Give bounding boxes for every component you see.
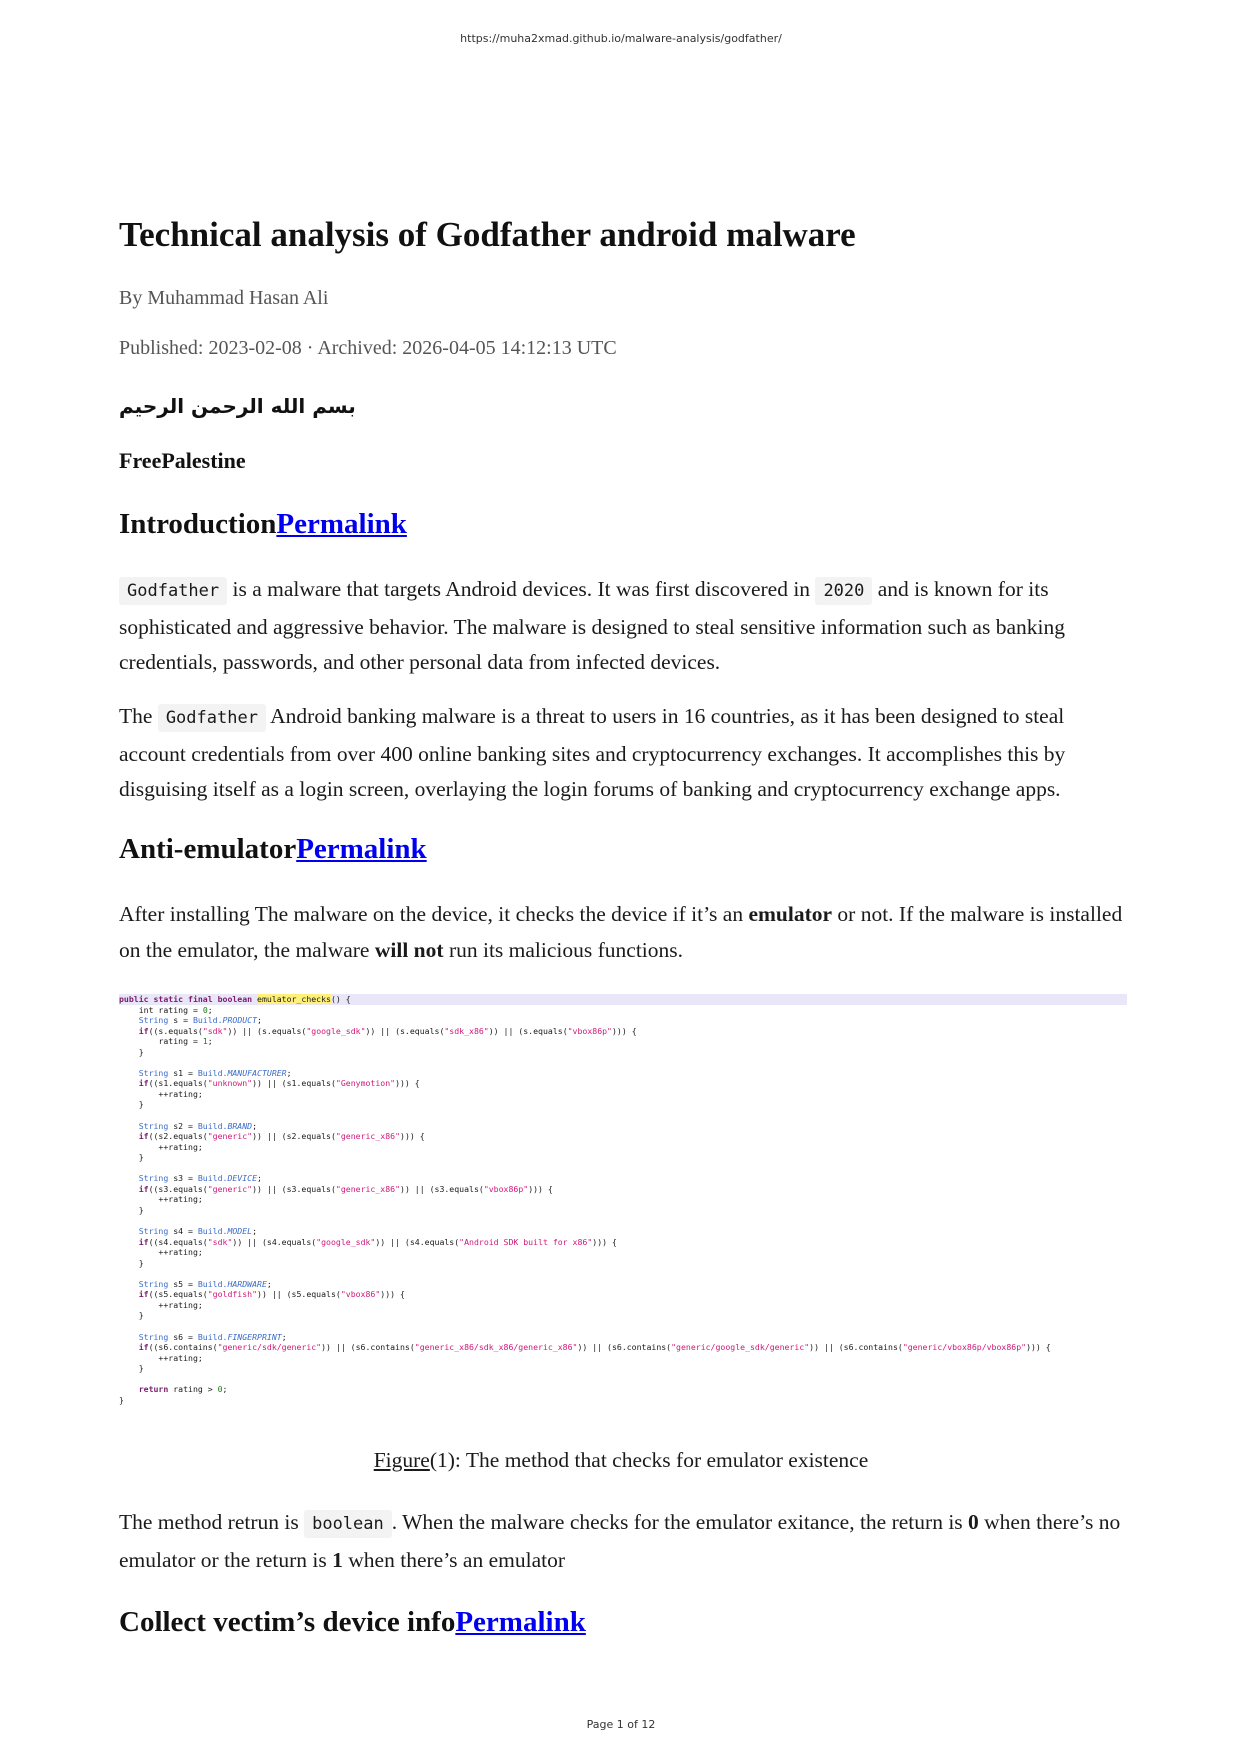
inline-code: boolean xyxy=(304,1510,392,1538)
figure-link[interactable]: Figure xyxy=(373,1448,430,1472)
permalink-collect-device-info[interactable]: Permalink xyxy=(455,1606,586,1638)
byline: By Muhammad Hasan Ali xyxy=(119,287,329,309)
article-title: Technical analysis of Godfather android malware xyxy=(119,215,856,254)
inline-code: Godfather xyxy=(119,577,227,605)
intro-paragraph-1: Godfather is a malware that targets Android devices. It was first discovered in 2020 and is known for its sophisticated and aggressive behavior. The malware is designed to steal sensitive information such as banking credentials, passwords, and other personal data from infected devices. xyxy=(119,577,1065,674)
bismillah-text: بسم الله الرحمن الرحيم xyxy=(119,394,356,418)
anti-emulator-paragraph-2: The method retrun is boolean . When the malware checks for the emulator exitance, the return is 0 when there’s no emulator or the return is 1 when there’s an emulator xyxy=(119,1510,1121,1572)
tagline: FreePalestine xyxy=(119,448,246,473)
emulator-check-code-screenshot xyxy=(119,994,1129,1414)
inline-code: Godfather xyxy=(158,704,266,732)
heading-collect-device-info: Collect vectim’s device infoPermalink xyxy=(119,1606,586,1638)
intro-paragraph-2: The Godfather Android banking malware is a threat to users in 16 countries, as it has been designed to steal account credentials from over 400 online banking sites and cryptocurrency exchanges. It accomplishes this by disguising itself as a login screen, overlaying the login forums of banking and cryptocurrency exchange apps. xyxy=(119,704,1066,801)
heading-introduction: IntroductionPermalink xyxy=(119,508,407,540)
figure-caption: Figure(1): The method that checks for emulator existence xyxy=(373,1448,869,1472)
inline-code: 2020 xyxy=(815,577,872,605)
code-block: public static final boolean emulator_checks() { int rating = 0; String s = Build.PRODUCT; if((s.equals("sdk")) || (s.equals("google_sdk")) || (s.equals("sdk_x86")) || (s.equals("vbox86p"))) { rating = 1; } String s1 = Build.MANUFACTURER; if((s1.equals("unknown")) || (s1.equals("Genymotion"))) { ++rating; } String s2 = Build.BRAND; if((s2.equals("generic")) || (s2.equals("generic_x86"))) { ++rating; } String s3 = Build.DEVICE; if((s3.equals("generic")) || (s3.equals("generic_x86")) || (s3.equals("vbox86p"))) { ++rating; } String s4 = Build.MODEL; if((s4.equals("sdk")) || (s4.equals("google_sdk")) || (s4.equals("Android SDK built for x86"))) { ++rating; } String s5 = Build.HARDWARE; if((s5.equals("goldfish")) || (s5.equals("vbox86"))) { ++rating; } String s6 = Build.FINGERPRINT; if((s6.contains("generic/sdk/generic")) || (s6.contains("generic_x86/sdk_x86/generic_x86")) || (s6.contains("generic/google_sdk/generic")) || (s6.contains("generic/vbox86p/vbox86p"))) { ++rating; } return rating > 0; } xyxy=(119,994,1129,1405)
anti-emulator-paragraph-1: After installing The malware on the device, it checks the device if it’s an emulator or not. If the malware is installed on the emulator, the malware will not run its malicious functions. xyxy=(119,902,1123,962)
publish-date: Published: 2023-02-08 · Archived: 2026-04-05 14:12:13 UTC xyxy=(119,337,617,359)
permalink-introduction[interactable]: Permalink xyxy=(276,508,407,540)
page-number: Page 1 of 12 xyxy=(586,1718,656,1731)
page-url-header: https://muha2xmad.github.io/malware-analysis/godfather/ xyxy=(460,32,782,45)
heading-anti-emulator: Anti-emulatorPermalink xyxy=(119,833,427,865)
permalink-anti-emulator[interactable]: Permalink xyxy=(296,833,427,865)
